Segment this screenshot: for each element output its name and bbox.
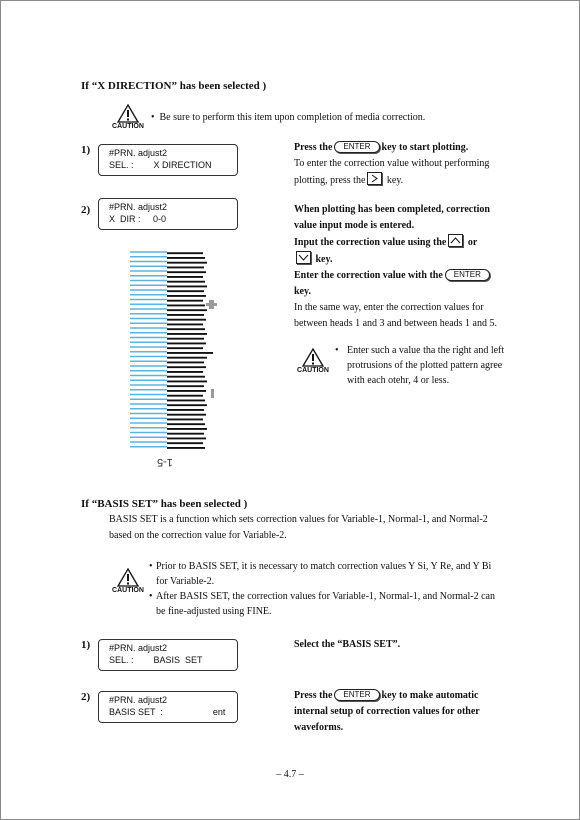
step-instructions: When plotting has been completed, correction value input mode is entered. Input the correction value using the or key. Enter the correction value with the ENTER key. In the same way, enter the correction values for between heads 1 and 3 and between heads 1 and 5. [294,204,497,329]
step-instructions: Press the ENTER key to make automatic internal setup of correction values for other waveforms. [294,690,480,733]
up-arrow-key [448,234,463,247]
lcd-display [98,198,238,230]
pattern-label: 1-5 [157,456,173,468]
lcd-line: #PRN. adjust2 [109,695,168,705]
caution-label: CAUTION [297,367,329,374]
chevron-up-icon [450,236,461,245]
step-number: 2) [81,204,91,216]
caution-list-item: • Prior to BASIS SET, it is necessary to match correction values Y Si, Y Re, and Y Bi for Variable-2. [149,561,492,587]
lcd-display [98,691,238,723]
chevron-right-icon [369,174,380,183]
caution-list-item: • After BASIS SET, the correction values for Variable-1, Normal-1, and Normal-2 can be fine-adjusted using FINE. [149,591,495,617]
lcd-line: SEL. : BASIS SET [109,655,203,665]
section-intro: BASIS SET is a function which sets correction values for Variable-1, Normal-1, and Normal-2 based on the correction value for Variable-2. [109,514,488,541]
blue-pattern-lines [130,252,167,447]
caution-icon [117,568,139,587]
lcd-line: SEL. : X DIRECTION [109,160,212,170]
caution-icon [117,104,139,123]
caution-label: CAUTION [112,587,144,594]
lcd-line: #PRN. adjust2 [109,148,168,158]
caution-text: • Enter such a value tha the right and left protrusions of the plotted pattern agree with each otehr, 4 or less. [335,345,505,386]
step-instructions: Press the ENTER key to start plotting. To enter the correction value without performing plotting, press the key. [294,142,490,186]
chevron-down-icon [298,253,309,262]
caution-list [149,559,505,619]
lcd-line: BASIS SET : ent [109,707,226,717]
enter-key: ENTER [445,269,490,281]
section-heading-basis-set: If “BASIS SET” has been selected ) [81,498,248,510]
caution-block [294,348,332,374]
caution-block [111,568,145,594]
lcd-display [98,639,238,671]
caution-label: CAUTION [112,123,144,130]
black-pattern-lines [167,253,213,448]
lcd-line: #PRN. adjust2 [109,202,168,212]
step-number: 1) [81,144,91,156]
lcd-line: #PRN. adjust2 [109,643,168,653]
right-arrow-key [367,172,382,185]
caution-block [111,104,145,130]
enter-key: ENTER [334,141,379,153]
section-heading-x-direction: If “X DIRECTION” has been selected ) [81,80,267,92]
step-instructions: Select the “BASIS SET”. [294,639,401,650]
down-arrow-key [296,251,311,264]
caution-icon [302,348,324,367]
protrusion-marker [211,389,214,398]
page-number: – 4.7 – [276,769,304,780]
step-number: 2) [81,691,91,703]
enter-key: ENTER [334,689,379,701]
step-number: 1) [81,639,91,651]
lcd-line: X DIR : 0-0 [109,214,167,224]
plotted-pattern-illustration [121,249,221,474]
lcd-display [98,144,238,176]
protrusion-marker [206,303,217,306]
caution-text: • Be sure to perform this item upon completion of media correction. [151,112,426,123]
